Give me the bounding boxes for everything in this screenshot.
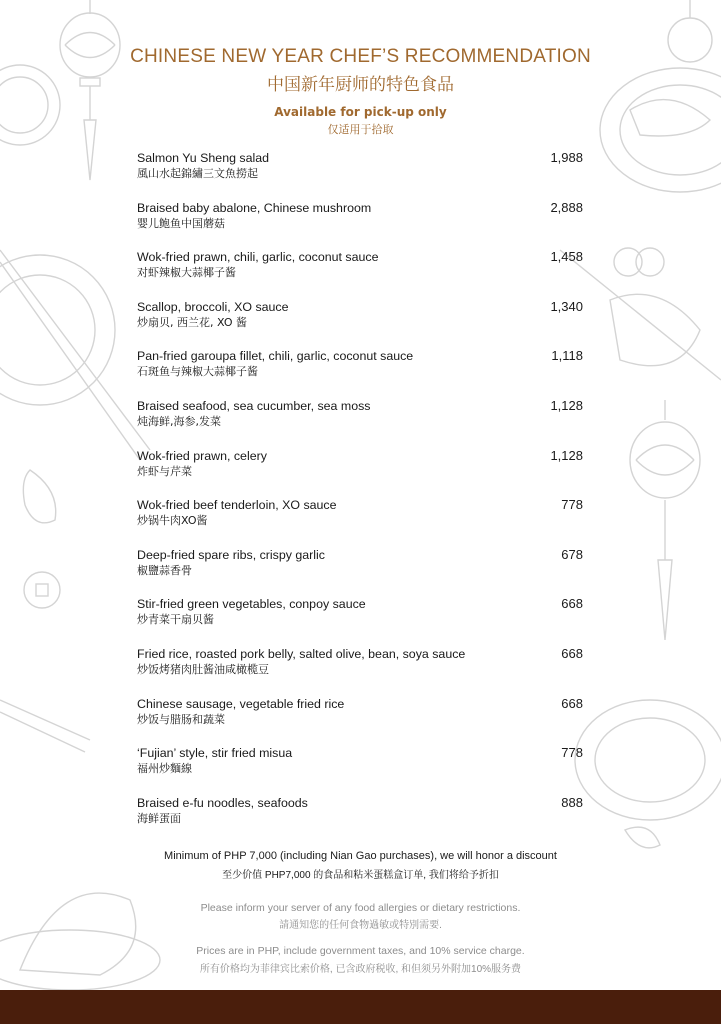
chopsticks-icon	[0, 700, 90, 752]
menu-item	[137, 745, 583, 795]
menu-item-name: Pan-fried garoupa fillet, chili, garlic, coconut sauce	[137, 349, 414, 364]
menu-item	[137, 348, 583, 398]
menu-item-name: Deep-fried spare ribs, crispy garlic	[137, 547, 325, 562]
minimum-order-note: Minimum of PHP 7,000 (including Nian Gao purchases), we will honor a discount	[164, 850, 557, 862]
menu-item-name-chinese: 婴儿鲍鱼中国蘑菇	[137, 216, 225, 230]
menu-item-name: Braised seafood, sea cucumber, sea moss	[137, 398, 371, 413]
allergy-note-chinese: 請通知您的任何食物過敏或特別需要.	[279, 920, 442, 931]
menu-item-name-chinese: 炒饭与腊肠和蔬菜	[137, 712, 225, 726]
noodle-bowl-icon	[0, 250, 150, 460]
menu-item	[137, 448, 583, 498]
menu-item	[137, 150, 583, 200]
menu-item-price: 2,888	[550, 199, 583, 215]
menu-item-price: 1,128	[550, 397, 583, 413]
menu-item-name: Chinese sausage, vegetable fried rice	[137, 696, 345, 711]
menu-item	[137, 646, 583, 696]
menu-item-price: 1,988	[550, 150, 583, 165]
menu-item-name-chinese: 福州炒麵線	[137, 762, 192, 776]
availability-note: Available for pick-up only	[274, 105, 447, 119]
menu-list	[137, 150, 583, 844]
menu-item-price: 778	[561, 497, 583, 513]
menu-item-price: 668	[561, 645, 583, 661]
menu-item-price: 1,458	[550, 249, 583, 265]
menu-item	[137, 547, 583, 597]
menu-item-name-chinese: 海鲜蛋面	[137, 811, 181, 825]
menu-item	[137, 795, 583, 845]
menu-item	[137, 299, 583, 349]
coin-icon	[24, 572, 60, 608]
availability-note-chinese: 仅适用于拾取	[327, 123, 394, 136]
menu-item-price: 1,118	[551, 348, 583, 364]
herb-leaf-icon	[23, 470, 55, 523]
lantern-icon	[630, 400, 700, 640]
menu-item-name: Wok-fried prawn, chili, garlic, coconut sauce	[137, 250, 379, 265]
menu-item	[137, 497, 583, 547]
menu-item-name: Braised e-fu noodles, seafoods	[137, 795, 308, 810]
minimum-order-note-chinese: 至少价值 PHP7,000 的食品和粘米蛋糕盒订单, 我们将给予折扣	[222, 870, 499, 881]
menu-item-price: 668	[561, 695, 583, 711]
menu-item-name: Salmon Yu Sheng salad	[137, 151, 270, 165]
pricing-note: Prices are in PHP, include government taxes, and 10% service charge.	[196, 945, 525, 957]
menu-item-price: 678	[561, 546, 583, 562]
menu-item-name: ‘Fujian’ style, stir fried misua	[137, 746, 293, 761]
menu-item	[137, 249, 583, 299]
menu-item	[137, 200, 583, 250]
menu-item	[137, 398, 583, 448]
pricing-note-chinese: 所有价格均为菲律宾比索价格, 已含政府税收, 和但须另外附加10%服务费	[199, 964, 522, 975]
menu-item	[137, 696, 583, 746]
page-title-chinese: 中国新年厨师的特色食品	[267, 75, 454, 95]
menu-item-name-chinese: 炒扇贝, 西兰花, XO 酱	[137, 315, 247, 329]
menu-item-price: 888	[561, 794, 583, 810]
menu-item	[137, 596, 583, 646]
page-title: CHINESE NEW YEAR CHEF’S RECOMMENDATION	[130, 46, 591, 67]
menu-item-price: 778	[561, 745, 583, 761]
menu-item-name: Wok-fried prawn, celery	[137, 448, 267, 463]
menu-item-name-chinese: 对虾辣椒大蒜椰子酱	[137, 266, 236, 280]
menu-item-name-chinese: 炒锅牛肉XO酱	[137, 514, 208, 528]
coin-icon	[614, 248, 664, 276]
menu-item-name: Braised baby abalone, Chinese mushroom	[137, 200, 372, 215]
menu-item-name-chinese: 炖海鲜,海参,发菜	[137, 414, 221, 428]
menu-item-name-chinese: 石斑鱼与辣椒大蒜椰子酱	[137, 365, 258, 379]
menu-item-price: 1,128	[550, 447, 583, 463]
menu-item-name: Fried rice, roasted pork belly, salted olive, bean, soya sauce	[137, 646, 466, 661]
menu-item-price: 1,340	[550, 298, 583, 314]
menu-item-name-chinese: 炒饭烤猪肉肚酱油咸橄榄豆	[137, 662, 269, 676]
allergy-note: Please inform your server of any food allergies or dietary restrictions.	[200, 902, 521, 914]
menu-item-name-chinese: 椒鹽蒜香骨	[137, 563, 192, 577]
menu-item-name-chinese: 風山水起錦繡三文魚撈起	[137, 167, 258, 180]
menu-item-name: Stir-fried green vegetables, conpoy sauce	[137, 597, 366, 612]
footer-bar	[0, 990, 721, 1024]
herb-leaf-icon	[625, 827, 660, 848]
menu-item-name: Wok-fried beef tenderloin, XO sauce	[137, 498, 337, 513]
menu-item-name-chinese: 炒青菜干扇贝酱	[137, 613, 214, 627]
menu-item-name-chinese: 炸虾与芹菜	[137, 464, 192, 478]
menu-item-price: 668	[561, 596, 583, 612]
menu-item-name: Scallop, broccoli, XO sauce	[137, 299, 289, 314]
dish-icon	[575, 700, 721, 820]
